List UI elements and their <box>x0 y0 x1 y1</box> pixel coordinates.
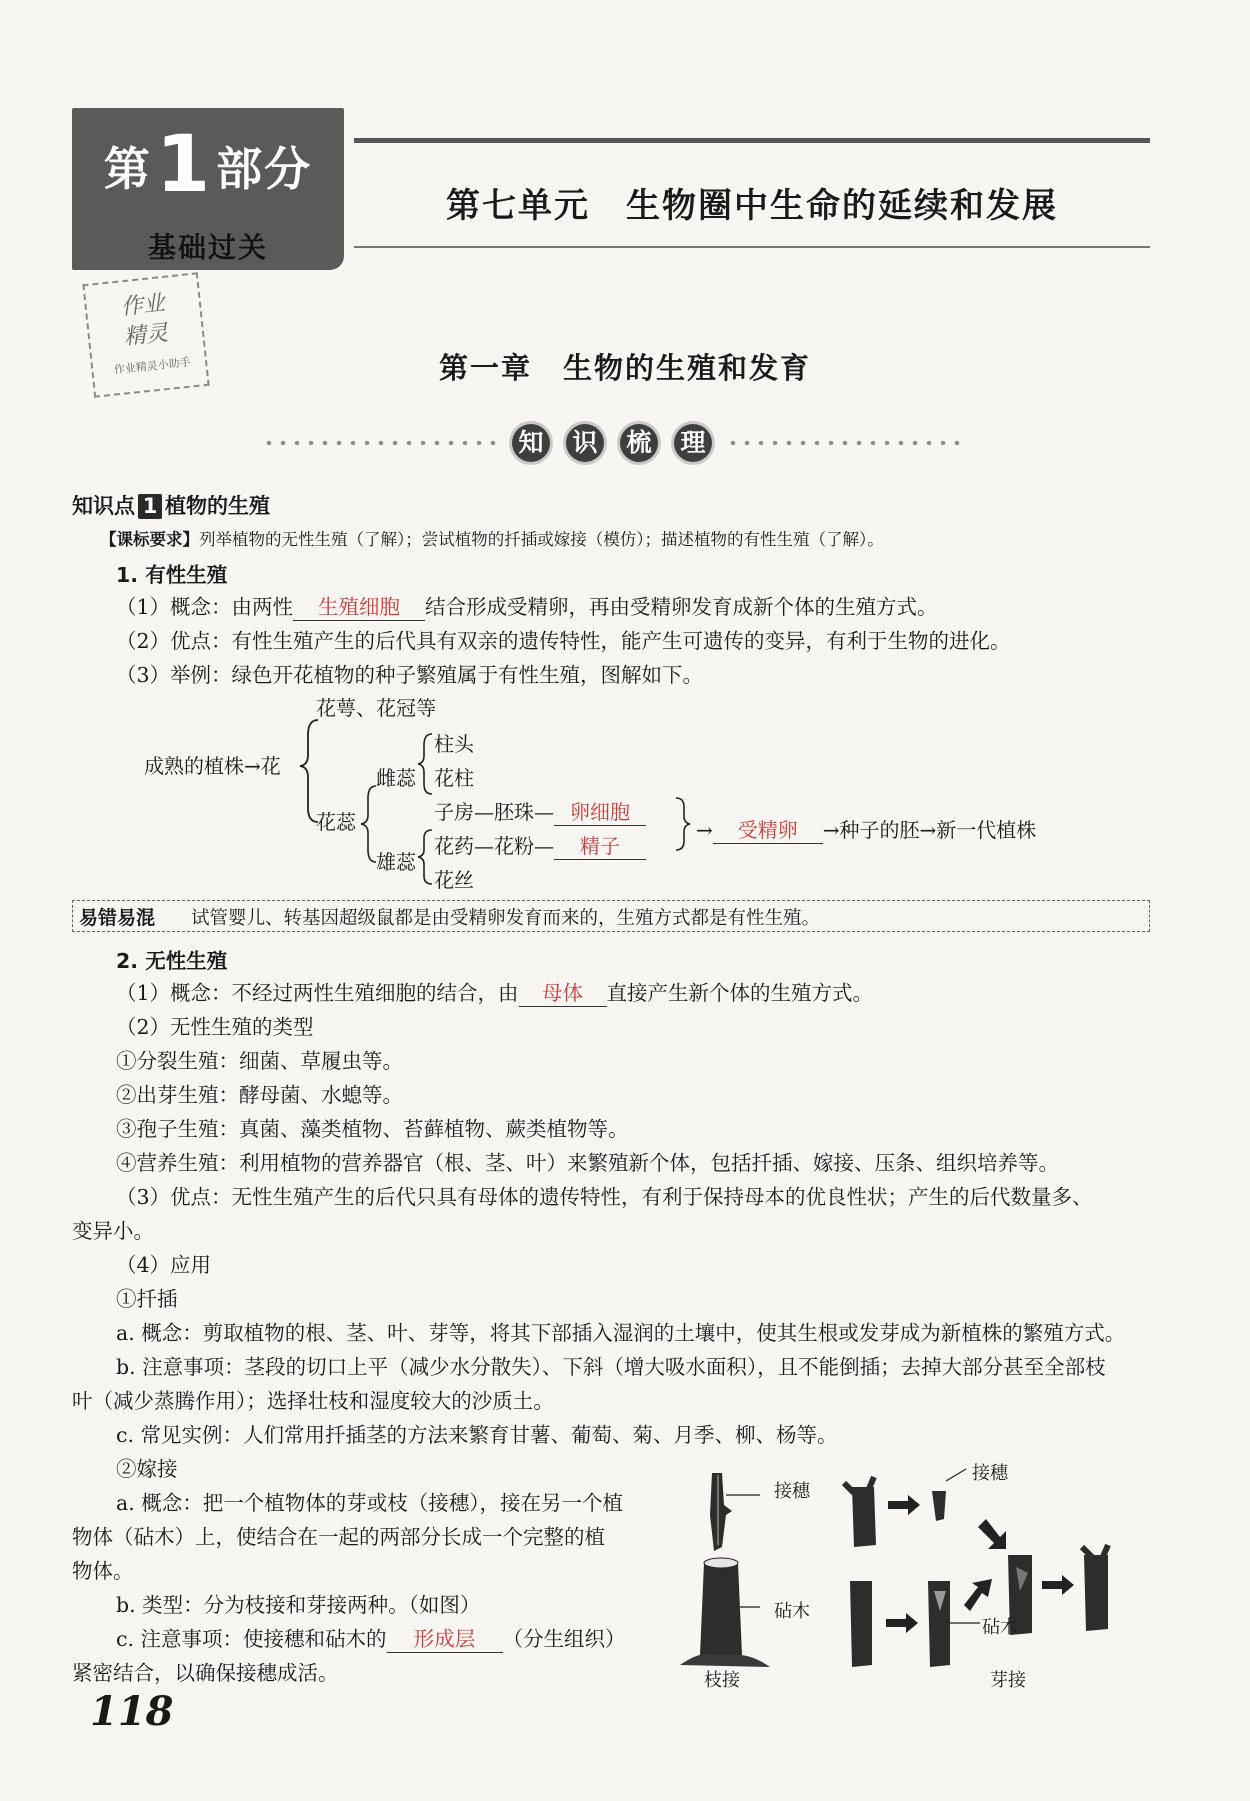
scion-label-bud: 接穗 <box>972 1463 1008 1484</box>
grafting-notes-2: 紧密结合，以确保接穗成活。 <box>72 1661 339 1685</box>
rootstock-label-bud: 砧木 <box>982 1617 1018 1638</box>
tree-style: 花柱 <box>434 766 474 790</box>
knowledge-point-heading: 知识点 1 植物的生殖 <box>72 494 270 518</box>
cutting-notes-1: b. 注意事项：茎段的切口上平（减少水分散失）、下斜（增大吸水面积），且不能倒插；去掉大部分甚至全部枝 <box>116 1355 1106 1379</box>
cutting-notes-2: 叶（减少蒸腾作用）；选择壮枝和湿度较大的沙质土。 <box>72 1389 554 1413</box>
tree-pistil: 雌蕊 <box>376 766 416 790</box>
dotted-divider-left <box>262 441 500 445</box>
scion-label-branch: 接穗 <box>774 1481 810 1502</box>
rootstock-label-branch: 砧木 <box>774 1601 810 1622</box>
warning-box <box>72 900 1150 932</box>
grafting-heading: ②嫁接 <box>116 1457 178 1481</box>
answer-blank: 母体 <box>519 976 607 1007</box>
caption-branch-grafting: 枝接 <box>704 1670 740 1691</box>
grafting-notes: c. 注意事项：使接穗和砧木的 形成层 （分生组织） <box>116 1622 626 1653</box>
tree-pistil-group: 花蕊 <box>316 810 356 834</box>
warning-label: 易错易混 <box>79 907 156 929</box>
tree-filament: 花丝 <box>434 868 474 892</box>
tree-stamen: 雄蕊 <box>376 850 416 874</box>
sexual-example: （3）举例：绿色开花植物的种子繁殖属于有性生殖，图解如下。 <box>116 663 704 687</box>
dotted-divider-right <box>726 441 966 445</box>
asexual-advantage-1: （3）优点：无性生殖产生的后代只具有母体的遗传特性，有利于保持母本的优良性状；产生的后代数量多、 <box>116 1185 1093 1209</box>
tree-ovary: 子房—胚珠— 卵细胞 <box>434 796 646 826</box>
unit-title: 第七单元 生物圈中生命的延续和发展 <box>446 186 1058 226</box>
section-badge-1: 知 <box>512 424 550 462</box>
tree-stigma: 柱头 <box>434 732 474 756</box>
cutting-heading: ①扦插 <box>116 1287 178 1311</box>
section-badge-2: 识 <box>566 424 604 462</box>
type-vegetative: ④营养生殖：利用植物的营养器官（根、茎、叶）来繁殖新个体，包括扦插、嫁接、压条、组织培养等。 <box>116 1151 1059 1175</box>
tree-root: 成熟的植株→花 <box>144 754 281 778</box>
answer-blank: 卵细胞 <box>554 796 646 826</box>
sexual-heading: 1. 有性生殖 <box>116 563 228 587</box>
section-badge-3: 梳 <box>620 424 658 462</box>
curriculum-requirement: 【课标要求】列举植物的无性生殖（了解）；尝试植物的扦插或嫁接（模仿）；描述植物的有性生殖（了解）。 <box>100 530 884 549</box>
asexual-concept: （1）概念：不经过两性生殖细胞的结合，由 母体 直接产生新个体的生殖方式。 <box>116 976 873 1007</box>
grafting-illustration <box>660 1455 1130 1685</box>
caption-bud-grafting: 芽接 <box>990 1670 1026 1691</box>
tree-anther: 花药—花粉— 精子 <box>434 830 646 860</box>
grafting-concept-2: 物体（砧木）上，使结合在一起的两部分长成一个完整的植 <box>72 1525 605 1549</box>
grafting-concept-3: 物体。 <box>72 1559 134 1583</box>
asexual-advantage-2: 变异小。 <box>72 1219 154 1243</box>
tree-sepals: 花萼、花冠等 <box>316 696 436 720</box>
cutting-concept: a. 概念：剪取植物的根、茎、叶、芽等，将其下部插入湿润的土壤中，使其生根或发芽成为新植株的繁殖方式。 <box>116 1321 1126 1345</box>
type-spore: ③孢子生殖：真菌、藻类植物、苔藓植物、蕨类植物等。 <box>116 1117 629 1141</box>
asexual-heading: 2. 无性生殖 <box>116 949 228 973</box>
type-budding: ②出芽生殖：酵母菌、水螅等。 <box>116 1083 403 1107</box>
sexual-concept: （1）概念：由两性 生殖细胞 结合形成受精卵，再由受精卵发育成新个体的生殖方式。 <box>116 590 938 621</box>
section-badge-4: 理 <box>674 424 712 462</box>
tree-fertilization: → 受精卵 →种子的胚→新一代植株 <box>696 814 1036 844</box>
header-top-rule <box>354 138 1150 143</box>
cutting-examples: c. 常见实例：人们常用扦插茎的方法来繁育甘薯、葡萄、菊、月季、柳、杨等。 <box>116 1423 838 1447</box>
answer-blank: 生殖细胞 <box>293 590 425 621</box>
page-number: 118 <box>90 1688 174 1735</box>
warning-text: 试管婴儿、转基因超级鼠都是由受精卵发育而来的，生殖方式都是有性生殖。 <box>191 908 821 929</box>
grafting-types: b. 类型：分为枝接和芽接两种。（如图） <box>116 1593 481 1617</box>
answer-blank: 形成层 <box>387 1622 503 1653</box>
answer-blank: 受精卵 <box>713 814 823 844</box>
application-heading: （4）应用 <box>116 1253 212 1277</box>
part-title: 第1部分 <box>103 120 313 210</box>
type-fission: ①分裂生殖：细菌、草履虫等。 <box>116 1049 403 1073</box>
asexual-types-heading: （2）无性生殖的类型 <box>116 1015 314 1039</box>
sexual-advantage: （2）优点：有性生殖产生的后代具有双亲的遗传特性，能产生可遗传的变异，有利于生物的进化。 <box>116 629 1011 653</box>
watermark-stamp: 作业 精灵 作业精灵小助手 <box>82 272 209 398</box>
answer-blank: 精子 <box>554 830 646 860</box>
flower-structure-diagram <box>0 690 1250 890</box>
grafting-concept-1: a. 概念：把一个植物体的芽或枝（接穗），接在另一个植 <box>116 1491 624 1515</box>
part-subtitle: 基础过关 <box>147 231 268 264</box>
header-bottom-rule <box>354 246 1150 248</box>
chapter-title: 第一章 生物的生殖和发育 <box>438 351 811 385</box>
